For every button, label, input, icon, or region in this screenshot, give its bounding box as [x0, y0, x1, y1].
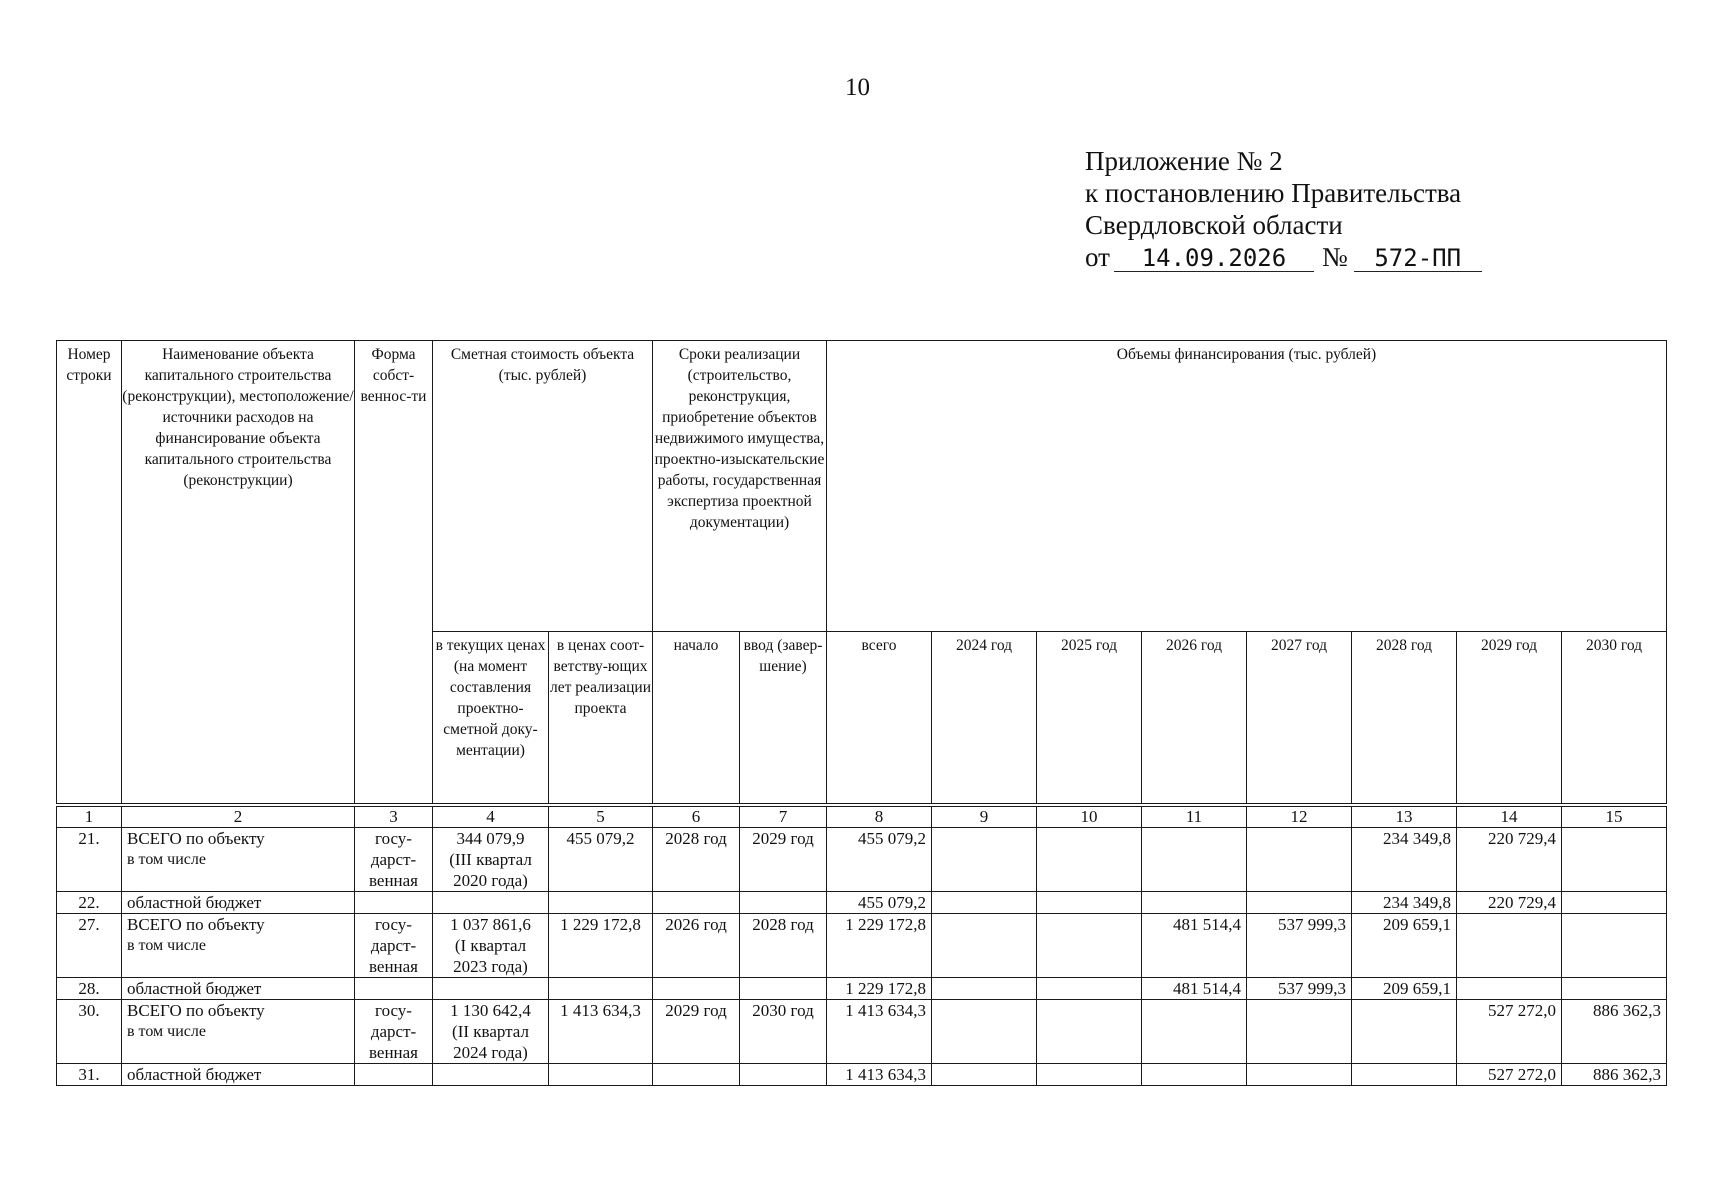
empty-cell	[433, 978, 549, 1000]
funding-2030	[1562, 892, 1667, 914]
ownership-line: госу-	[375, 1001, 412, 1020]
table-row-regional-budget	[57, 892, 1667, 914]
column-number: 8	[827, 807, 932, 828]
funding-2026: 481 514,4	[1142, 978, 1247, 1000]
empty-cell	[433, 1064, 549, 1086]
header-estimated-cost: Сметная стоимость объекта (тыс. рублей)	[433, 341, 653, 632]
funding-2030	[1562, 978, 1667, 1000]
column-number: 2	[122, 807, 355, 828]
start-year: 2026 год	[653, 914, 740, 978]
funding-2030	[1562, 828, 1667, 892]
cost-current-value: 1 037 861,6	[450, 915, 531, 934]
table-row-object-total	[57, 914, 1667, 978]
row-number: 30.	[57, 1000, 122, 1064]
funding-2030	[1562, 914, 1667, 978]
column-number: 1	[57, 807, 122, 828]
appendix-date-line	[1085, 241, 1482, 273]
empty-cell	[653, 978, 740, 1000]
appendix-block	[1085, 145, 1482, 273]
funding-2026: 481 514,4	[1142, 914, 1247, 978]
row-number: 21.	[57, 828, 122, 892]
funding-total: 1 413 634,3	[827, 1000, 932, 1064]
table-row-regional-budget	[57, 978, 1667, 1000]
header-year-2029: 2029 год	[1457, 632, 1562, 804]
column-number: 7	[740, 807, 827, 828]
header-cost-years: в ценах соот-ветству-ющих лет реализации проекта	[549, 632, 653, 804]
source-name: областной бюджет	[122, 1064, 355, 1086]
ownership-line: госу-	[375, 915, 412, 934]
empty-cell	[653, 892, 740, 914]
empty-cell	[549, 1064, 653, 1086]
header-funding: Объемы финансирования (тыс. рублей)	[827, 341, 1667, 632]
empty-cell	[653, 1064, 740, 1086]
column-number: 5	[549, 807, 653, 828]
funding-2029: 527 272,0	[1457, 1000, 1562, 1064]
funding-total: 1 229 172,8	[827, 914, 932, 978]
header-year-2028: 2028 год	[1352, 632, 1457, 804]
finish-year: 2029 год	[740, 828, 827, 892]
header-cost-current: в текущих ценах (на момент составления проектно-сметной доку-ментации)	[433, 632, 549, 804]
ownership-line: венная	[368, 957, 419, 976]
funding-2024	[932, 892, 1037, 914]
funding-total: 1 413 634,3	[827, 1064, 932, 1086]
cost-years: 455 079,2	[549, 828, 653, 892]
funding-2029: 527 272,0	[1457, 1064, 1562, 1086]
table-header	[56, 340, 1667, 804]
cost-current	[433, 914, 549, 978]
object-name-line1: ВСЕГО по объекту	[127, 829, 265, 848]
ownership-line: дарст-	[370, 1022, 417, 1041]
funding-2029	[1457, 978, 1562, 1000]
header-total: всего	[827, 632, 932, 804]
ownership-line: госу-	[375, 829, 412, 848]
funding-2025	[1037, 892, 1142, 914]
cost-current	[433, 828, 549, 892]
source-name: областной бюджет	[122, 978, 355, 1000]
funding-2029: 220 729,4	[1457, 828, 1562, 892]
object-name	[122, 828, 355, 892]
cost-years: 1 229 172,8	[549, 914, 653, 978]
object-name-line2: в том числе	[127, 937, 206, 954]
header-year-2025: 2025 год	[1037, 632, 1142, 804]
funding-2030: 886 362,3	[1562, 1064, 1667, 1086]
appendix-resolution-line: к постановлению Правительства	[1085, 178, 1462, 208]
object-name-line1: ВСЕГО по объекту	[127, 1001, 265, 1020]
funding-2029: 220 729,4	[1457, 892, 1562, 914]
funding-2030: 886 362,3	[1562, 1000, 1667, 1064]
ownership-form	[355, 1000, 433, 1064]
funding-2029	[1457, 914, 1562, 978]
funding-2025	[1037, 978, 1142, 1000]
start-year: 2028 год	[653, 828, 740, 892]
row-number: 22.	[57, 892, 122, 914]
row-number: 27.	[57, 914, 122, 978]
funding-2025	[1037, 828, 1142, 892]
funding-2027: 537 999,3	[1247, 978, 1352, 1000]
funding-total: 455 079,2	[827, 828, 932, 892]
table-row-regional-budget	[57, 1064, 1667, 1086]
table-row-object-total	[57, 1000, 1667, 1064]
funding-2027	[1247, 828, 1352, 892]
table-body	[56, 806, 1667, 1086]
funding-2024	[932, 978, 1037, 1000]
column-number: 14	[1457, 807, 1562, 828]
header-year-2026: 2026 год	[1142, 632, 1247, 804]
cost-current-year: 2020 года)	[453, 871, 528, 890]
cost-current-value: 1 130 642,4	[450, 1001, 531, 1020]
funding-2025	[1037, 1000, 1142, 1064]
header-year-2030: 2030 год	[1562, 632, 1667, 804]
cost-current-period: (II квартал	[452, 1022, 529, 1041]
column-number: 11	[1142, 807, 1247, 828]
funding-2028: 234 349,8	[1352, 892, 1457, 914]
header-year-2024: 2024 год	[932, 632, 1037, 804]
funding-2025	[1037, 914, 1142, 978]
header-start: начало	[653, 632, 740, 804]
funding-2027	[1247, 892, 1352, 914]
resolution-number: 572-ПП	[1354, 245, 1482, 272]
ownership-line: дарст-	[370, 936, 417, 955]
funding-2027	[1247, 1000, 1352, 1064]
ownership-line: дарст-	[370, 850, 417, 869]
column-number: 13	[1352, 807, 1457, 828]
header-ownership: Форма собст-веннос-ти	[355, 341, 433, 804]
empty-cell	[740, 892, 827, 914]
column-numbers-row	[57, 807, 1667, 828]
ownership-line: венная	[368, 871, 419, 890]
empty-cell	[355, 892, 433, 914]
resolution-date: 14.09.2026	[1114, 245, 1314, 272]
cost-current-period: (III квартал	[449, 850, 532, 869]
column-number: 15	[1562, 807, 1667, 828]
empty-cell	[433, 892, 549, 914]
funding-2026	[1142, 892, 1247, 914]
header-finish: ввод (завер-шение)	[740, 632, 827, 804]
date-prefix: от	[1085, 242, 1110, 272]
empty-cell	[740, 978, 827, 1000]
object-name-line2: в том числе	[127, 1023, 206, 1040]
header-terms: Сроки реализации (строительство, реконструкция, приобретение объектов недвижимого имущества, проектно-изыскательские работы, государственная экспертиза проектной документации)	[653, 341, 827, 632]
funding-total: 1 229 172,8	[827, 978, 932, 1000]
empty-cell	[549, 978, 653, 1000]
cost-current-value: 344 079,9	[456, 829, 525, 848]
funding-2026	[1142, 1064, 1247, 1086]
ownership-form	[355, 828, 433, 892]
funding-total: 455 079,2	[827, 892, 932, 914]
object-name-line1: ВСЕГО по объекту	[127, 915, 265, 934]
object-name	[122, 914, 355, 978]
object-name	[122, 1000, 355, 1064]
empty-cell	[549, 892, 653, 914]
header-row-number: Номер строки	[57, 341, 122, 804]
column-number: 12	[1247, 807, 1352, 828]
funding-2028	[1352, 1064, 1457, 1086]
header-year-2027: 2027 год	[1247, 632, 1352, 804]
column-number: 6	[653, 807, 740, 828]
column-number: 4	[433, 807, 549, 828]
cost-current-period: (I квартал	[454, 936, 527, 955]
funding-2025	[1037, 1064, 1142, 1086]
ownership-form	[355, 914, 433, 978]
funding-2024	[932, 1064, 1037, 1086]
funding-2024	[932, 914, 1037, 978]
funding-2024	[932, 828, 1037, 892]
empty-cell	[740, 1064, 827, 1086]
cost-current	[433, 1000, 549, 1064]
empty-cell	[355, 978, 433, 1000]
finish-year: 2030 год	[740, 1000, 827, 1064]
empty-cell	[355, 1064, 433, 1086]
object-name-line2: в том числе	[127, 851, 206, 868]
funding-2028	[1352, 1000, 1457, 1064]
funding-2027: 537 999,3	[1247, 914, 1352, 978]
funding-2028: 234 349,8	[1352, 828, 1457, 892]
appendix-title: Приложение № 2	[1085, 146, 1283, 176]
ownership-line: венная	[368, 1043, 419, 1062]
header-object-name: Наименование объекта капитального строительства (реконструкции), местоположение/источники расходов на финансирование объекта капитального строительства (реконструкции)	[122, 341, 355, 804]
row-number: 28.	[57, 978, 122, 1000]
cost-years: 1 413 634,3	[549, 1000, 653, 1064]
page-number: 10	[845, 74, 870, 101]
funding-2026	[1142, 1000, 1247, 1064]
cost-current-year: 2024 года)	[453, 1043, 528, 1062]
funding-2024	[932, 1000, 1037, 1064]
start-year: 2029 год	[653, 1000, 740, 1064]
funding-2028: 209 659,1	[1352, 978, 1457, 1000]
column-number: 10	[1037, 807, 1142, 828]
cost-current-year: 2023 года)	[453, 957, 528, 976]
funding-2026	[1142, 828, 1247, 892]
row-number: 31.	[57, 1064, 122, 1086]
funding-2028: 209 659,1	[1352, 914, 1457, 978]
column-number: 9	[932, 807, 1037, 828]
column-number: 3	[355, 807, 433, 828]
appendix-region-line: Свердловской области	[1085, 210, 1343, 240]
number-prefix: №	[1321, 242, 1348, 272]
table-row-object-total	[57, 828, 1667, 892]
finish-year: 2028 год	[740, 914, 827, 978]
funding-2027	[1247, 1064, 1352, 1086]
source-name: областной бюджет	[122, 892, 355, 914]
